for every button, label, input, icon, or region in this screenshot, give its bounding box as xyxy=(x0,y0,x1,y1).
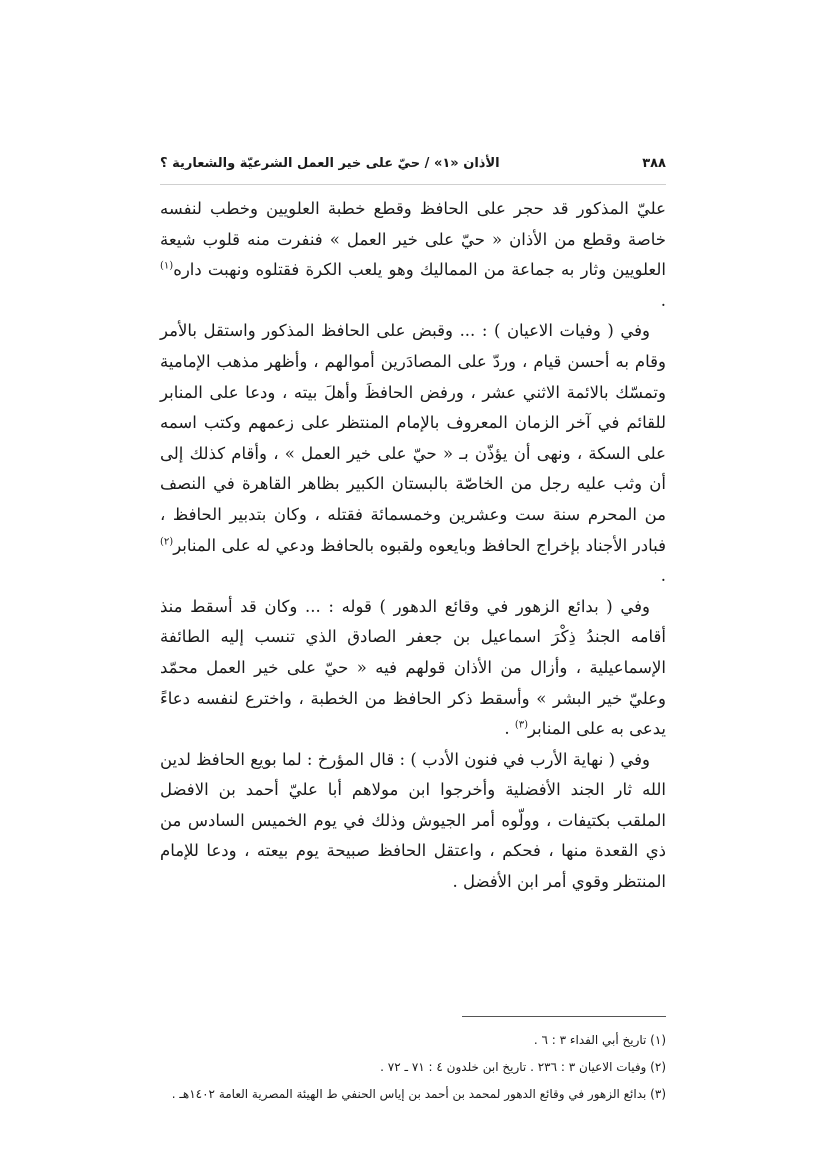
footnote: (٢) وفيات الاعيان ٣ : ٢٣٦ . تاريخ ابن خلدون ٤ : ٧١ ـ ٧٢ . xyxy=(380,1060,666,1074)
paragraph-end: . xyxy=(504,719,515,739)
page-header xyxy=(160,154,666,178)
running-title-subtitle: حيّ على خير العمل الشرعيّة والشعارية ؟ xyxy=(160,156,421,171)
footnote: (٣) بدائع الزهور في وقائع الدهور لمحمد بن أحمد بن إياس الحنفي ط الهيئة المصرية العامة ١٤٠٢هـ . xyxy=(171,1087,666,1101)
paragraph xyxy=(160,745,666,898)
footnote-rule xyxy=(462,1016,666,1017)
footnote-ref: (٣) xyxy=(514,719,529,731)
running-title-main: الأذان «١» / xyxy=(420,156,500,171)
running-title xyxy=(160,156,500,171)
footnote-ref: (١) xyxy=(160,260,174,272)
paragraph xyxy=(160,194,666,316)
header-rule xyxy=(160,184,666,185)
page-number: ٣٨٨ xyxy=(642,156,666,171)
footnote: (١) تاريخ أبي الفداء ٣ : ٦ . xyxy=(533,1033,666,1047)
main-text xyxy=(160,194,666,898)
paragraph-end: . xyxy=(660,290,666,310)
paragraph-text: وفي ( وفيات الاعيان ) : ... وقبض على الحافظ المذكور واستقل بالأمر وقام به أحسن قيام ، وردّ على المصادَرين أموالهم ، وأظهر مذهب الإمامية وتمسّك بالائمة الاثني عشر ، ورفض الحافظَ وأهلَ بيته ، ودعا على المنابر للقائم في آخر الزمان المعروف بالإمام المنتظر على زعمهم وكتب اسمه على السكة ، ونهى أن يؤذّن بـ « حيّ على خير العمل » ، وأقام كذلك إلى أن وثب عليه رجل من الخاصّة بالبستان الكبير بظاهر القاهرة في النصف من المحرم سنة ست وعشرين وخمسمائة فقتله ، وكان بتدبير الحافظ ، فبادر الأجناد بإخراج الحافظ وبايعوه ولقبوه بالحافظ ودعي له على المنابر xyxy=(160,321,666,555)
paragraph-end: . xyxy=(660,566,666,586)
paragraph-text: عليّ المذكور قد حجر على الحافظ وقطع خطبة العلويين وخطب لنفسه خاصة وقطع من الأذان « حيّ على خير العمل » فنفرت منه قلوب شيعة العلويين وثار به جماعة من المماليك وهو يلعب الكرة فقتلوه ونهبت داره xyxy=(160,199,666,280)
footnotes xyxy=(160,1027,666,1108)
paragraph xyxy=(160,592,666,745)
paragraph-text: وفي ( بدائع الزهور في وقائع الدهور ) قوله : ... وكان قد أسقط منذ أقامه الجندُ ذِكْرَ اسماعيل بن جعفر الصادق الذي تنسب إليه الطائفة الإسماعيلية ، وأزال من الأذان قولهم فيه « حيّ على خير العمل محمّد وعليّ خير البشر » وأسقط ذكر الحافظ من الخطبة ، واخترع لنفسه دعاءً يدعى به على المنابر xyxy=(160,596,666,739)
paragraph-text: وفي ( نهاية الأرب في فنون الأدب ) : قال المؤرخ : لما بويع الحافظ لدين الله ثار الجند الأفضلية وأخرجوا ابن مولاهم أبا عليّ أحمد بن الافضل الملقب بكتيفات ، وولّوه أمر الجيوش وذلك في يوم الخميس السادس من ذي القعدة منها ، فحكم ، واعتقل الحافظ صبيحة يوم بيعته ، ودعا للإمام المنتظر وقوي أمر ابن الأفضل . xyxy=(160,749,666,892)
paragraph xyxy=(160,316,666,591)
footnote-ref: (٢) xyxy=(160,536,174,548)
